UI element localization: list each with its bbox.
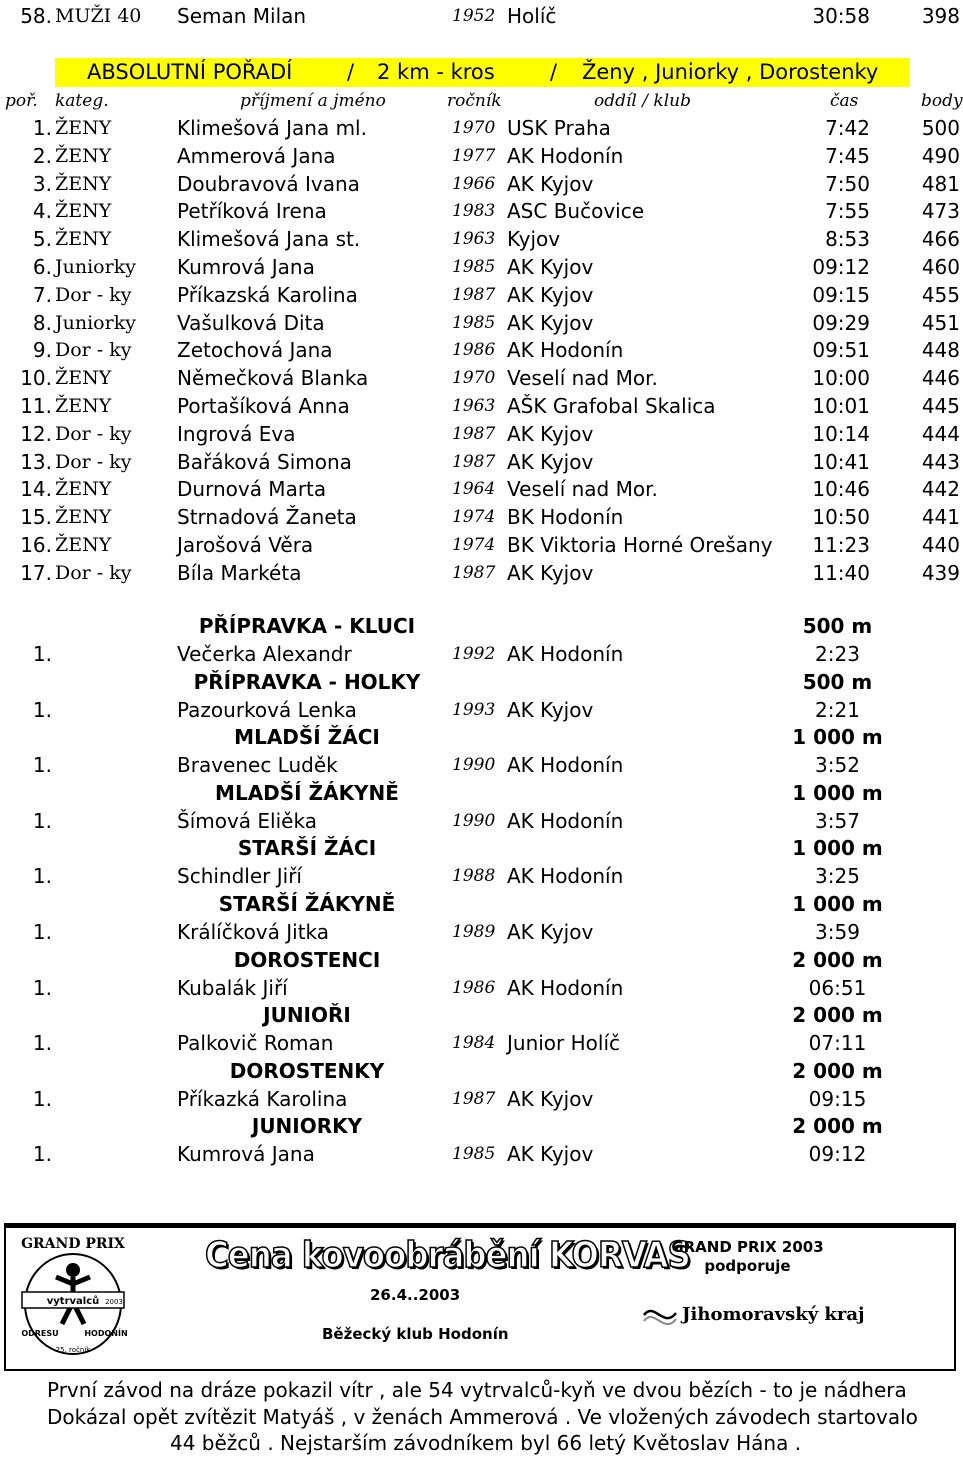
section-header [0,890,960,918]
result-row [0,531,960,559]
category: ŽENY [55,534,112,556]
club: USK Praha [507,116,611,140]
section-header [0,612,960,640]
club: BK Hodonín [507,505,624,530]
birth-year: 1985 [452,312,496,333]
position: 1. [32,642,52,666]
section-winner-row [0,1085,960,1113]
svg-text:HODONÍN: HODONÍN [84,1329,128,1338]
section-header [0,1001,960,1029]
section-distance: 2 000 m [792,1003,883,1028]
position: 2. [32,143,52,168]
results-banner [55,58,910,87]
birth-year: 1986 [452,340,496,361]
section-title: JUNIORKY [251,1114,363,1139]
time: 09:29 [812,310,870,335]
club: AK Kyjov [507,282,594,307]
header-name: příjmení a jméno [240,91,386,111]
header-time: čas [830,91,859,111]
section-winner-row [0,1140,960,1168]
category: Dor - ky [55,339,132,362]
position: 1. [32,116,52,140]
main-sponsor-title: Cena kovoobrábění KORVAS [205,1235,690,1276]
points: 444 [921,421,960,446]
runner-name: Petříková Irena [177,199,327,224]
runner-name: Příkazská Karolina [177,282,358,307]
runner-name: Kumrová Jana [177,255,315,279]
position: 15. [20,505,52,530]
section-title: MLADŠÍ ŽÁCI [234,725,380,750]
club: BK Viktoria Horné Orešany [507,533,773,557]
section-title: DOROSTENKY [229,1058,385,1083]
runner-name: Durnová Marta [177,477,327,502]
result-row [0,281,960,309]
category: Juniorky [55,256,136,278]
category: ŽENY [55,395,112,417]
banner-separator: / [550,60,558,84]
time: 10:46 [812,477,870,502]
section-distance: 1 000 m [792,725,883,750]
section-header [0,946,960,974]
birth-year: 1970 [452,368,496,389]
club: ASC Bučovice [507,199,645,224]
runner-name: Strnadová Žaneta [177,505,357,530]
time: 09:12 [812,255,870,279]
organizer-club: Běžecký klub Hodonín [322,1325,509,1343]
birth-year: 1985 [452,1144,496,1165]
runner-name: Šímová Eliěka [177,808,317,833]
section-distance: 500 m [802,614,873,638]
position: 9. [32,338,52,363]
points: 439 [921,560,960,585]
category: Juniorky [55,311,136,334]
birth-year: 1974 [452,535,496,555]
category: ŽENY [55,172,112,195]
section-winner-row [0,918,960,946]
club: AK Hodonín [507,143,624,168]
section-winner-row [0,807,960,835]
position: 8. [32,310,52,335]
position: 1. [32,975,52,1000]
position: 1. [32,1031,52,1056]
runner-name: Ingrová Eva [177,421,296,446]
result-row [0,503,960,531]
report-line-2: Dokázal opět zvítězit Matyáš , v ženách Ammerová . Ve vložených závodech startovalo [47,1405,918,1429]
result-row [0,114,960,142]
points: 466 [921,227,960,252]
header-points: body [921,91,963,111]
section-distance: 500 m [802,669,873,694]
birth-year: 1987 [452,284,496,305]
result-row [0,309,960,337]
time: 2:23 [815,642,860,666]
birth-year: 1963 [452,229,496,250]
club: AK Kyjov [507,171,594,196]
section-title: PŘÍPRAVKA - KLUCI [198,614,416,638]
club: AK Hodonín [507,864,624,889]
time: 07:11 [808,1031,867,1056]
points: 481 [921,171,960,196]
club: AK Kyjov [507,920,594,944]
category: ŽENY [55,228,112,251]
banner-separator: / [347,60,355,84]
points: 455 [921,282,960,307]
section-winner-row [0,974,960,1002]
club: Kyjov [507,227,561,252]
section-header [0,834,960,862]
time: 11:23 [812,533,870,557]
time: 3:59 [815,920,860,944]
points: 445 [921,394,960,418]
time: 7:45 [825,143,870,168]
club: AK Kyjov [507,1086,594,1111]
grand-prix-year: GRAND PRIX 2003 [671,1238,824,1256]
category: Dor - ky [55,561,132,584]
points: 500 [921,116,960,140]
section-distance: 2 000 m [792,947,883,972]
club: AŠK Grafobal Skalica [507,394,716,418]
birth-year: 1974 [452,507,496,528]
section-title: STARŠÍ ŽÁKYNĚ [218,892,396,916]
runner-name: Doubravová Ivana [177,171,360,196]
position: 3. [32,171,52,196]
result-row [0,559,960,587]
runner-name: Bíla Markéta [177,560,302,585]
runner-name: Bravenec Luděk [177,753,338,778]
points: 490 [921,143,960,168]
category: MUŽI 40 [55,5,142,27]
section-title: MLADŠÍ ŽÁKYNĚ [215,780,399,805]
jihomoravsky-kraj-logo [640,1293,865,1333]
position: 4. [32,199,52,224]
birth-year: 1966 [452,173,496,194]
position: 10. [20,366,52,391]
runner-name: Portašíková Anna [177,394,350,418]
birth-year: 1963 [452,396,496,416]
position: 1. [32,1086,52,1111]
runner-name: Zetochová Jana [177,338,333,363]
position: 6. [32,255,52,279]
birth-year: 1985 [452,257,496,277]
runner-name: Klimešová Jana ml. [177,116,367,140]
runner-name: Večerka Alexandr [177,642,352,666]
club: AK Hodonín [507,753,624,778]
position: 1. [32,920,52,944]
club: Veselí nad Mor. [507,366,658,391]
club: AK Kyjov [507,449,594,474]
time: 30:58 [812,4,870,28]
svg-text:vytrvalců: vytrvalců [46,1296,100,1307]
time: 8:53 [825,227,870,252]
category: Dor - ky [55,450,132,473]
header-club: oddíl / klub [594,91,691,111]
category: Dor - ky [55,283,132,306]
svg-text:GRAND PRIX: GRAND PRIX [21,1236,125,1252]
points: 440 [921,533,960,557]
points: 448 [921,338,960,363]
banner-distance: 2 km - kros [377,60,495,84]
section-title: DOROSTENCI [233,947,381,972]
section-title: STARŠÍ ŽÁCI [237,836,377,861]
runner-name: Klimešová Jana st. [177,227,361,252]
runner-name: Seman Milan [177,4,307,28]
position: 1. [32,864,52,889]
section-distance: 2 000 m [792,1114,883,1139]
position: 58. [20,4,52,28]
birth-year: 1990 [452,810,496,831]
time: 7:42 [825,116,870,140]
position: 5. [32,227,52,252]
svg-text:25. ročník: 25. ročník [55,1346,91,1354]
club: AK Hodonín [507,808,624,833]
birth-year: 1992 [452,644,496,664]
result-row [0,142,960,170]
section-winner-row [0,696,960,724]
time: 09:51 [812,338,870,363]
result-row [0,253,960,281]
birth-year: 1988 [452,866,496,887]
points: 441 [921,505,960,530]
points: 442 [921,477,960,502]
club: AK Hodonín [507,642,624,666]
points: 451 [921,310,960,335]
points: 473 [921,199,960,224]
time: 10:01 [812,394,870,418]
result-row [0,364,960,392]
club: AK Kyjov [507,255,594,279]
result-row [0,475,960,503]
header-year: ročník [447,91,502,111]
report-line-1: První závod na dráze pokazil vítr , ale 54 vytrvalců-kyň ve dvou bězích - to je nádhera [47,1378,907,1402]
runner-name: Kubalák Jiří [177,975,288,1000]
section-distance: 1 000 m [792,836,883,861]
category: ŽENY [55,367,112,390]
birth-year: 1983 [452,201,496,222]
time: 3:57 [815,808,860,833]
runner-name: Jarošová Věra [177,533,314,557]
section-header [0,779,960,807]
birth-year: 1987 [452,562,496,583]
position: 1. [32,697,52,722]
result-row [0,170,960,198]
section-header [0,723,960,751]
club: AK Kyjov [507,310,594,335]
runner-name: Ammerová Jana [177,143,336,168]
position: 12. [20,421,52,446]
grand-prix-logo [18,1232,128,1362]
section-header [0,1112,960,1140]
supported-by: podporuje [704,1257,791,1275]
time: 06:51 [808,975,867,1000]
runner-name: Králíčková Jitka [177,920,330,944]
table-header [0,87,963,115]
club: AK Kyjov [507,421,594,446]
time: 7:55 [825,199,870,224]
position: 14. [20,477,52,502]
birth-year: 1989 [452,922,496,942]
section-winner-row [0,862,960,890]
position: 1. [32,1142,52,1167]
position: 7. [32,282,52,307]
club: AK Kyjov [507,1142,594,1167]
points: 446 [921,366,960,391]
birth-year: 1987 [452,423,496,444]
time: 09:15 [812,282,870,307]
category: ŽENY [55,200,112,223]
time: 10:41 [812,449,870,474]
section-header [0,1057,960,1085]
section-winner-row [0,1029,960,1057]
time: 10:00 [812,366,870,391]
header-category: kateg. [55,91,109,111]
svg-text:ODRESU: ODRESU [21,1329,59,1338]
result-row [0,392,960,420]
time: 09:12 [808,1142,867,1167]
birth-year: 1993 [452,699,496,720]
report-line-3: 44 běžců . Nejstarším závodníkem byl 66 letý Květoslav Hána . [170,1431,802,1455]
svg-text:Jihomoravský kraj: Jihomoravský kraj [682,1304,865,1325]
birth-year: 1987 [452,451,496,472]
section-title: PŘÍPRAVKA - HOLKY [193,669,421,694]
position: 1. [32,808,52,833]
club: Junior Holíč [507,1031,621,1056]
header-position: poř. [5,91,38,111]
birth-year: 1970 [452,118,496,138]
birth-year: 1977 [452,145,496,166]
club: AK Kyjov [507,697,594,722]
birth-year: 1952 [452,6,496,26]
time: 7:50 [825,171,870,196]
runner-name: Pazourková Lenka [177,697,357,722]
category: ŽENY [55,506,112,529]
birth-year: 1986 [452,977,496,998]
result-row [0,197,960,225]
time: 10:50 [812,505,870,530]
club: Veselí nad Mor. [507,477,658,502]
club: AK Hodonín [507,975,624,1000]
section-title: JUNIOŘI [263,1003,351,1028]
runner-name: Vašulková Dita [177,310,325,335]
runner-name: Bařáková Simona [177,449,352,474]
runner-name: Němečková Blanka [177,366,369,391]
result-row [0,336,960,364]
position: 11. [20,394,52,418]
category: ŽENY [55,144,112,167]
time: 3:52 [815,753,860,778]
position: 17. [20,560,52,585]
result-row-58 [0,2,960,30]
time: 2:21 [815,697,860,722]
category: ŽENY [55,117,112,139]
section-winner-row [0,640,960,668]
birth-year: 1987 [452,1088,496,1109]
runner-name: Palkovič Roman [177,1031,334,1056]
section-winner-row [0,751,960,779]
runner-name: Kumrová Jana [177,1142,315,1167]
club: Holíč [507,4,557,28]
position: 13. [20,449,52,474]
time: 11:40 [812,560,870,585]
time: 10:14 [812,421,870,446]
event-date: 26.4..2003 [370,1286,461,1304]
section-distance: 2 000 m [792,1058,883,1083]
runner-name: Schindler Jiří [177,864,302,889]
time: 3:25 [815,864,860,889]
section-distance: 1 000 m [792,892,883,916]
banner-title: ABSOLUTNÍ POŘADÍ [87,60,293,84]
result-row [0,420,960,448]
points: 443 [921,449,960,474]
position: 16. [20,533,52,557]
svg-text:2003: 2003 [105,1298,123,1306]
position: 1. [32,753,52,778]
section-distance: 1 000 m [792,780,883,805]
banner-group: Ženy , Juniorky , Dorostenky [582,60,879,84]
club: AK Hodonín [507,338,624,363]
category: ŽENY [55,478,112,501]
category: Dor - ky [55,422,132,445]
birth-year: 1990 [452,755,496,776]
points: 460 [921,255,960,279]
points: 398 [921,4,960,28]
result-row [0,225,960,253]
result-row [0,448,960,476]
birth-year: 1964 [452,479,496,500]
runner-name: Příkazká Karolina [177,1086,348,1111]
time: 09:15 [808,1086,867,1111]
birth-year: 1984 [452,1033,496,1054]
section-header [0,668,960,696]
club: AK Kyjov [507,560,594,585]
